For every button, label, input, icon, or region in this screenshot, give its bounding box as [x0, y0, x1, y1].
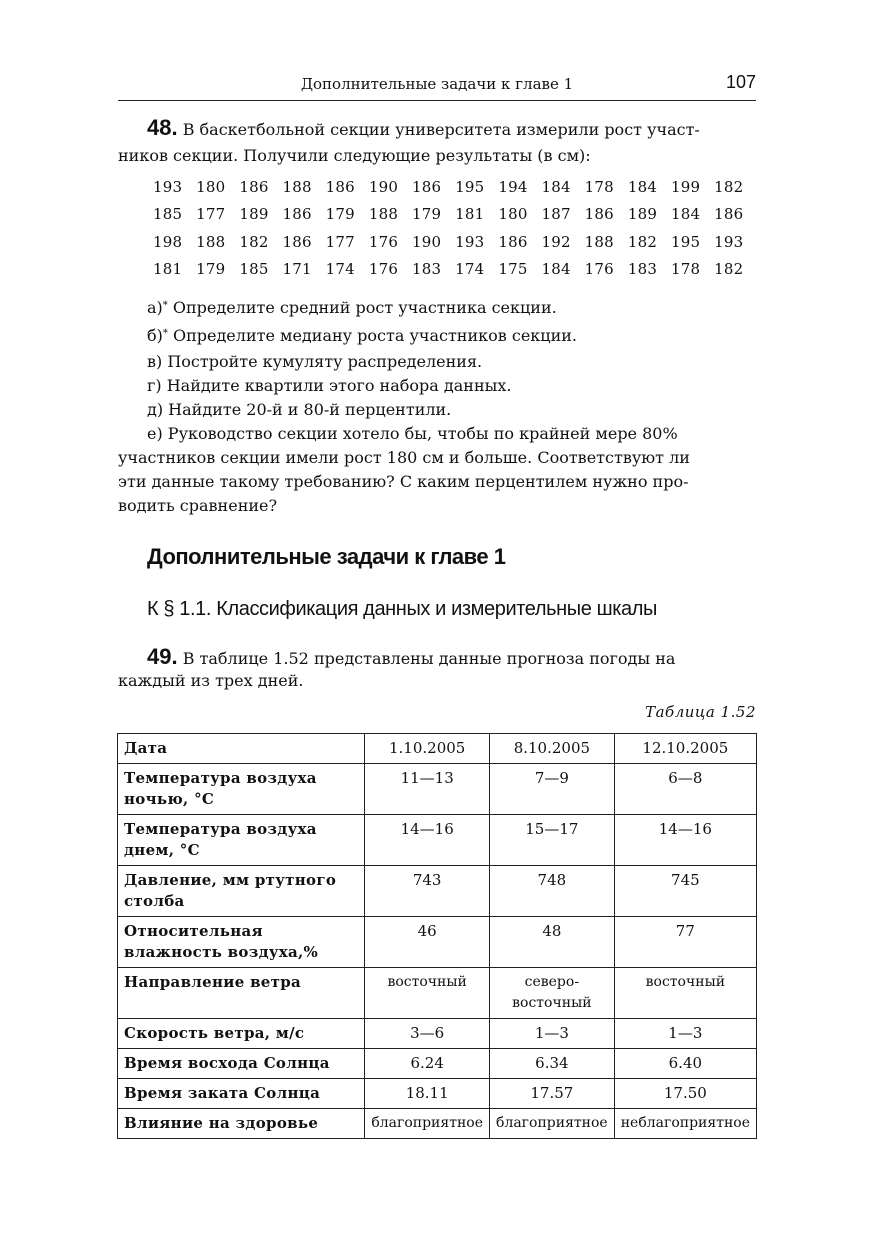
task-b-text: Определите медиану роста участников секции. — [167, 326, 577, 345]
header-cell: 8.10.2005 — [490, 734, 615, 764]
row-label: Влияние на здоровье — [118, 1109, 365, 1139]
table-cell: 6—8 — [614, 764, 756, 815]
running-header — [118, 72, 756, 101]
task-f-line-4: водить сравнение? — [118, 496, 278, 515]
table-cell: 48 — [490, 917, 615, 968]
table-cell: 14—16 — [614, 815, 756, 866]
table-cell: 77 — [614, 917, 756, 968]
table-cell: северо-восточный — [490, 968, 615, 1019]
table-cell: благоприятное — [365, 1109, 490, 1139]
task-b — [147, 324, 577, 348]
problem-number: 48. — [147, 115, 178, 140]
page-number: 107 — [725, 72, 756, 92]
table-cell: 17.50 — [614, 1079, 756, 1109]
row-label: Температура воздуха ночью, °С — [118, 764, 365, 815]
task-f-line-3: эти данные такому требованию? С каким перцентилем нужно про- — [118, 472, 689, 491]
task-f-line-1: е) Руководство секции хотело бы, чтобы по крайней мере 80% — [147, 424, 678, 443]
task-f-line-2: участников секции имели рост 180 см и больше. Соответствуют ли — [118, 448, 690, 467]
row-label: Время восхода Солнца — [118, 1049, 365, 1079]
task-a — [147, 296, 557, 320]
problem-48-line-1 — [147, 116, 756, 142]
table-caption: Таблица 1.52 — [645, 703, 756, 721]
table-row — [118, 764, 757, 815]
table-cell: неблагоприятное — [614, 1109, 756, 1139]
row-label: Скорость ветра, м/с — [118, 1019, 365, 1049]
task-c: в) Постройте кумуляту распределения. — [147, 352, 483, 371]
table-cell: 743 — [365, 866, 490, 917]
table-cell: 6.34 — [490, 1049, 615, 1079]
row-label: Относительная влажность воздуха,% — [118, 917, 365, 968]
table-row — [118, 917, 757, 968]
header-cell: 12.10.2005 — [614, 734, 756, 764]
table-cell: 1—3 — [614, 1019, 756, 1049]
header-cell: 1.10.2005 — [365, 734, 490, 764]
header-cell: Дата — [118, 734, 365, 764]
table-cell: 1—3 — [490, 1019, 615, 1049]
table-row — [118, 1049, 757, 1079]
table-cell: 15—17 — [490, 815, 615, 866]
table-row — [118, 1109, 757, 1139]
table-cell: 11—13 — [365, 764, 490, 815]
asterisk-mark: * — [162, 328, 168, 339]
table-cell: 17.57 — [490, 1079, 615, 1109]
problem-number: 49. — [147, 644, 178, 669]
table-row — [118, 866, 757, 917]
task-b-label: б) — [147, 326, 163, 345]
problem-49-text-2: каждый из трех дней. — [118, 671, 304, 690]
table-row — [118, 1019, 757, 1049]
data-row-2: 185 177 189 186 179 188 179 181 180 187 186 189 184 186 — [153, 205, 744, 223]
table-cell: 7—9 — [490, 764, 615, 815]
table-row — [118, 1079, 757, 1109]
row-label: Температура воздуха днем, °С — [118, 815, 365, 866]
table-cell: восточный — [614, 968, 756, 1019]
running-title: Дополнительные задачи к главе 1 — [300, 75, 574, 93]
table-cell: 46 — [365, 917, 490, 968]
table-cell: 18.11 — [365, 1079, 490, 1109]
data-row-3: 198 188 182 186 177 176 190 193 186 192 188 182 195 193 — [153, 233, 744, 251]
table-row — [118, 968, 757, 1019]
table-cell: восточный — [365, 968, 490, 1019]
table-cell: благоприятное — [490, 1109, 615, 1139]
task-a-text: Определите средний рост участника секции. — [167, 298, 557, 317]
task-e: д) Найдите 20-й и 80-й перцентили. — [147, 400, 452, 419]
data-row-4: 181 179 185 171 174 176 183 174 175 184 176 183 178 182 — [153, 260, 744, 278]
data-row-1: 193 180 186 188 186 190 186 195 194 184 178 184 199 182 — [153, 178, 744, 196]
task-a-label: а) — [147, 298, 163, 317]
table-cell: 745 — [614, 866, 756, 917]
weather-table — [117, 733, 757, 1139]
table-cell: 3—6 — [365, 1019, 490, 1049]
row-label: Давление, мм ртутного столба — [118, 866, 365, 917]
table-row — [118, 815, 757, 866]
problem-48-text-2: ников секции. Получили следующие результаты (в см): — [118, 146, 591, 165]
task-d: г) Найдите квартили этого набора данных. — [147, 376, 512, 395]
table-cell: 14—16 — [365, 815, 490, 866]
row-label: Направление ветра — [118, 968, 365, 1019]
row-label: Время заката Солнца — [118, 1079, 365, 1109]
problem-49-text-1: В таблице 1.52 представлены данные прогноза погоды на — [182, 649, 676, 668]
problem-48-text-1: В баскетбольной секции университета измерили рост участ- — [182, 120, 700, 139]
problem-49-line-1 — [147, 645, 756, 671]
subsection-heading: К § 1.1. Классификация данных и измерительные шкалы — [147, 598, 658, 620]
table-cell: 748 — [490, 866, 615, 917]
table-header-row — [118, 734, 757, 764]
section-heading: Дополнительные задачи к главе 1 — [147, 544, 506, 569]
table-cell: 6.24 — [365, 1049, 490, 1079]
asterisk-mark: * — [162, 300, 168, 311]
table-cell: 6.40 — [614, 1049, 756, 1079]
